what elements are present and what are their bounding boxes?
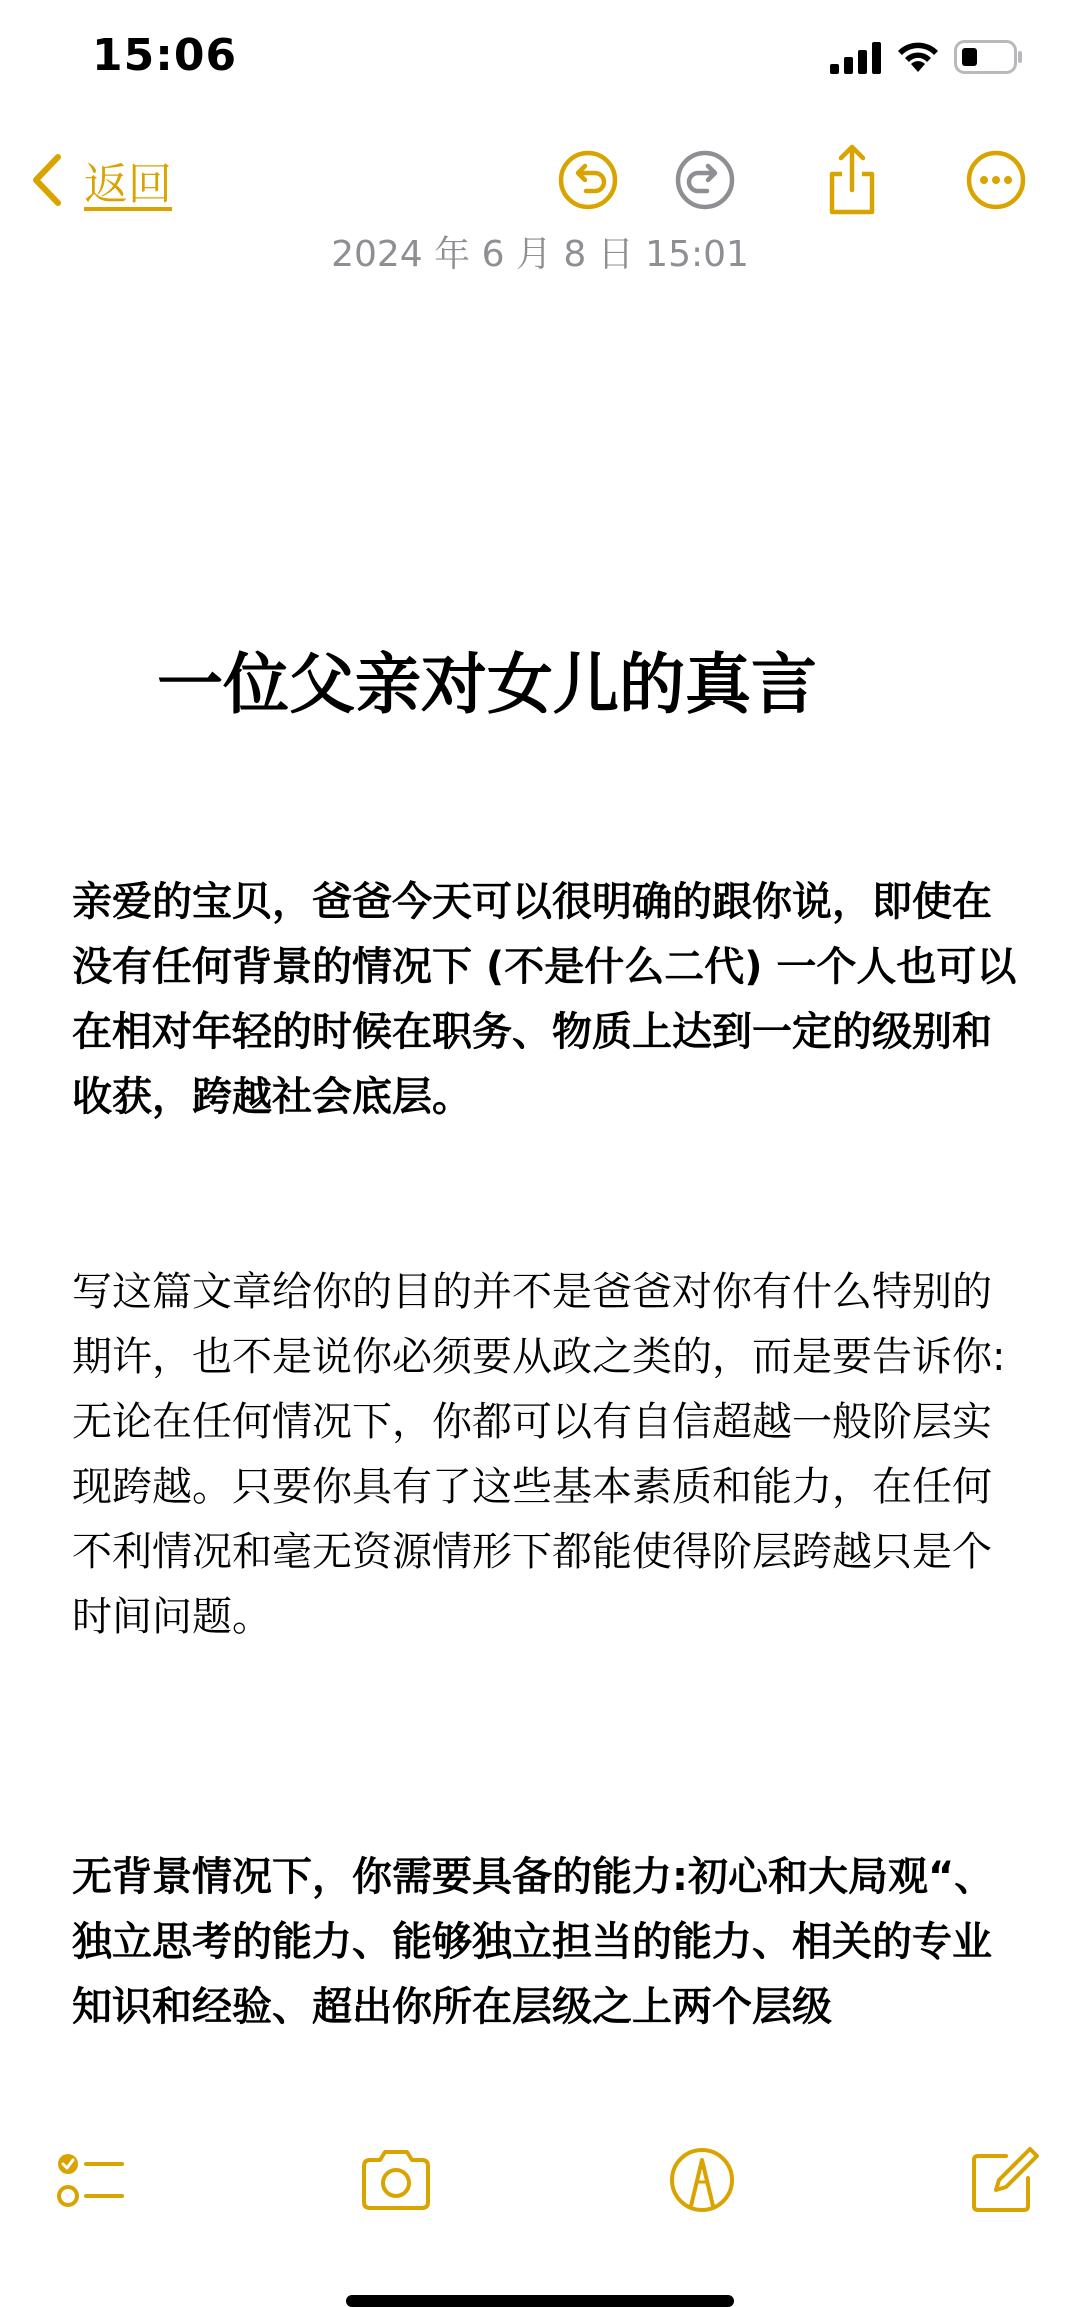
status-time: 15:06: [92, 30, 238, 81]
undo-button[interactable]: [548, 140, 628, 220]
status-bar: [0, 0, 1080, 120]
back-label: 返回: [84, 159, 172, 210]
bottom-toolbar: [0, 2130, 1080, 2230]
note-date: 2024 年 6 月 8 日 15:01: [331, 234, 749, 275]
checklist-button[interactable]: [52, 2142, 128, 2218]
checklist-icon: [52, 2142, 128, 2218]
share-button[interactable]: [812, 140, 892, 220]
wifi-icon: [896, 40, 940, 74]
compose-button[interactable]: [966, 2142, 1042, 2218]
undo-icon: [548, 140, 628, 220]
more-icon: [956, 140, 1036, 220]
markup-button[interactable]: [664, 2142, 740, 2218]
more-button[interactable]: [956, 140, 1036, 220]
note-paragraph: 写这篇文章给你的目的并不是爸爸对你有什么特别的期许，也不是说你必须要从政之类的，而是要告诉你:无论在任何情况下，你都可以有自信超越一般阶层实现跨越。只要你具有了这些基本素质和能力，在任何不利情况和毫无资源情形下都能使得阶层跨越只是个时间问题。: [72, 1269, 1006, 1640]
navigation-toolbar: [0, 130, 1080, 230]
home-indicator[interactable]: [346, 2295, 734, 2307]
back-button[interactable]: [30, 142, 172, 218]
markup-icon: [664, 2142, 740, 2218]
share-icon: [812, 140, 892, 220]
battery-icon: [954, 40, 1024, 74]
note-paragraph: 亲爱的宝贝，爸爸今天可以很明确的跟你说，即使在没有任何背景的情况下 (不是什么二代) 一个人也可以在相对年轻的时候在职务、物质上达到一定的级别和收获，跨越社会底层。: [72, 879, 1017, 1120]
compose-icon: [966, 2142, 1042, 2218]
note-body[interactable]: [72, 640, 1022, 2040]
redo-button[interactable]: [665, 140, 745, 220]
note-paragraph: 无背景情况下，你需要具备的能力:初心和大局观“、独立思考的能力、能够独立担当的能力、相关的专业知识和经验、超出你所在层级之上两个层级: [72, 1854, 995, 2030]
camera-icon: [358, 2142, 434, 2218]
chevron-left-icon: [30, 153, 62, 207]
redo-icon: [665, 140, 745, 220]
camera-button[interactable]: [358, 2142, 434, 2218]
note-title: 一位父亲对女儿的真言: [157, 646, 817, 723]
cellular-signal-icon: [830, 42, 882, 74]
